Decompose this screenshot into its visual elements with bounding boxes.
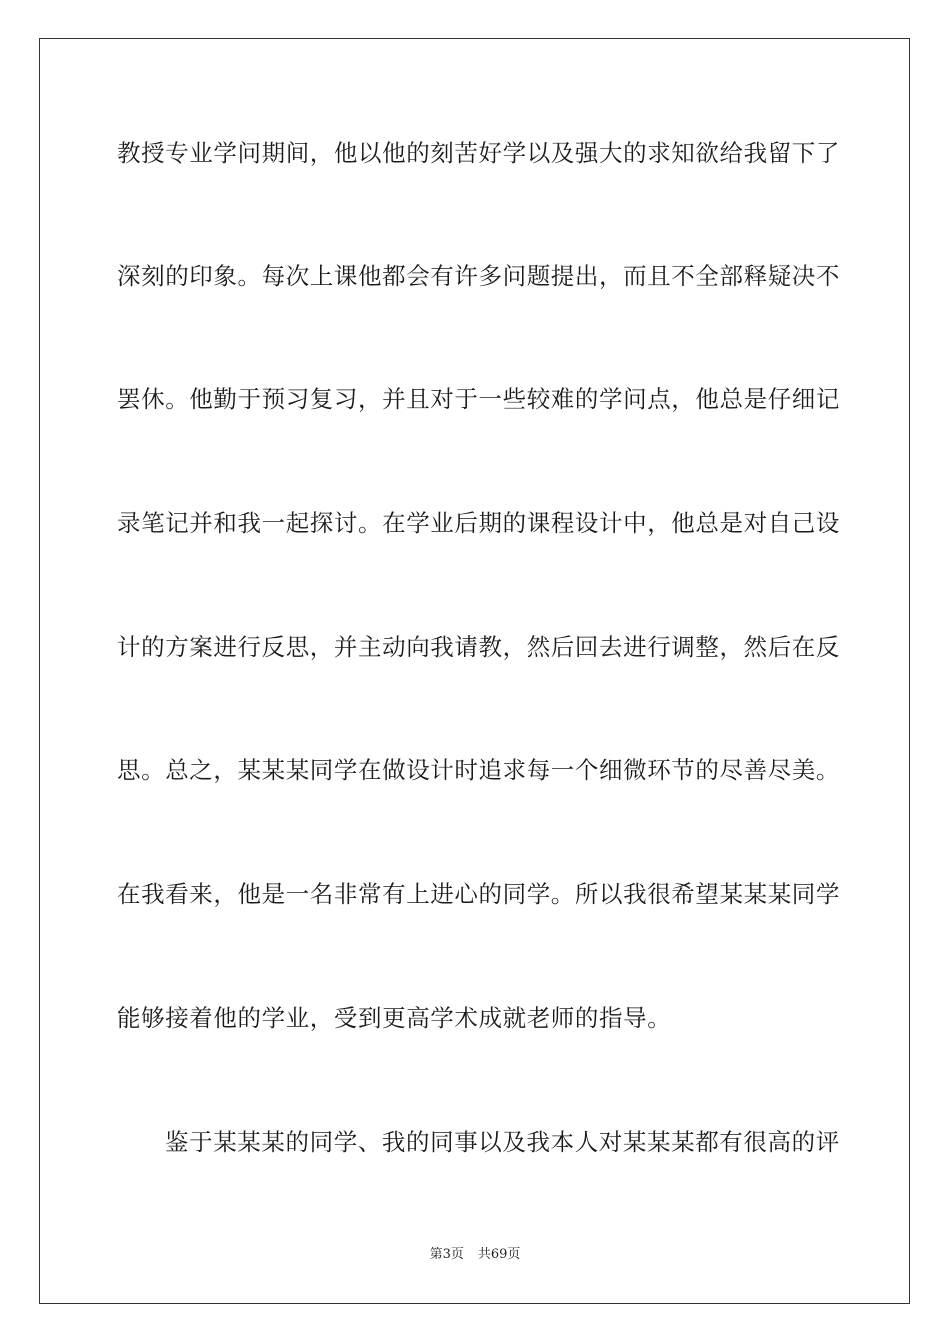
paragraph-line: 教授专业学问期间，他以他的刻苦好学以及强大的求知欲给我留下了 [117, 139, 840, 167]
page-border [39, 38, 910, 1304]
page-number: 第3页 [429, 1247, 464, 1262]
paragraph-line: 录笔记并和我一起探讨。在学业后期的课程设计中，他总是对自己设 [117, 509, 840, 537]
paragraph-line-indented: 鉴于某某某的同学、我的同事以及我本人对某某某都有很高的评 [165, 1128, 840, 1156]
paragraph-line: 计的方案进行反思，并主动向我请教，然后回去进行调整，然后在反 [117, 633, 840, 661]
paragraph-line: 能够接着他的学业，受到更高学术成就老师的指导。 [117, 1004, 672, 1032]
page-footer [0, 1247, 950, 1263]
paragraph-line: 深刻的印象。每次上课他都会有许多问题提出，而且不全部释疑决不 [117, 262, 840, 290]
paragraph-line: 在我看来，他是一名非常有上进心的同学。所以我很希望某某某同学 [117, 880, 840, 908]
paragraph-line: 思。总之，某某某同学在做设计时追求每一个细微环节的尽善尽美。 [117, 756, 840, 784]
paragraph-line: 罢休。他勤于预习复习，并且对于一些较难的学问点，他总是仔细记 [117, 385, 840, 413]
total-pages: 共69页 [477, 1247, 521, 1262]
